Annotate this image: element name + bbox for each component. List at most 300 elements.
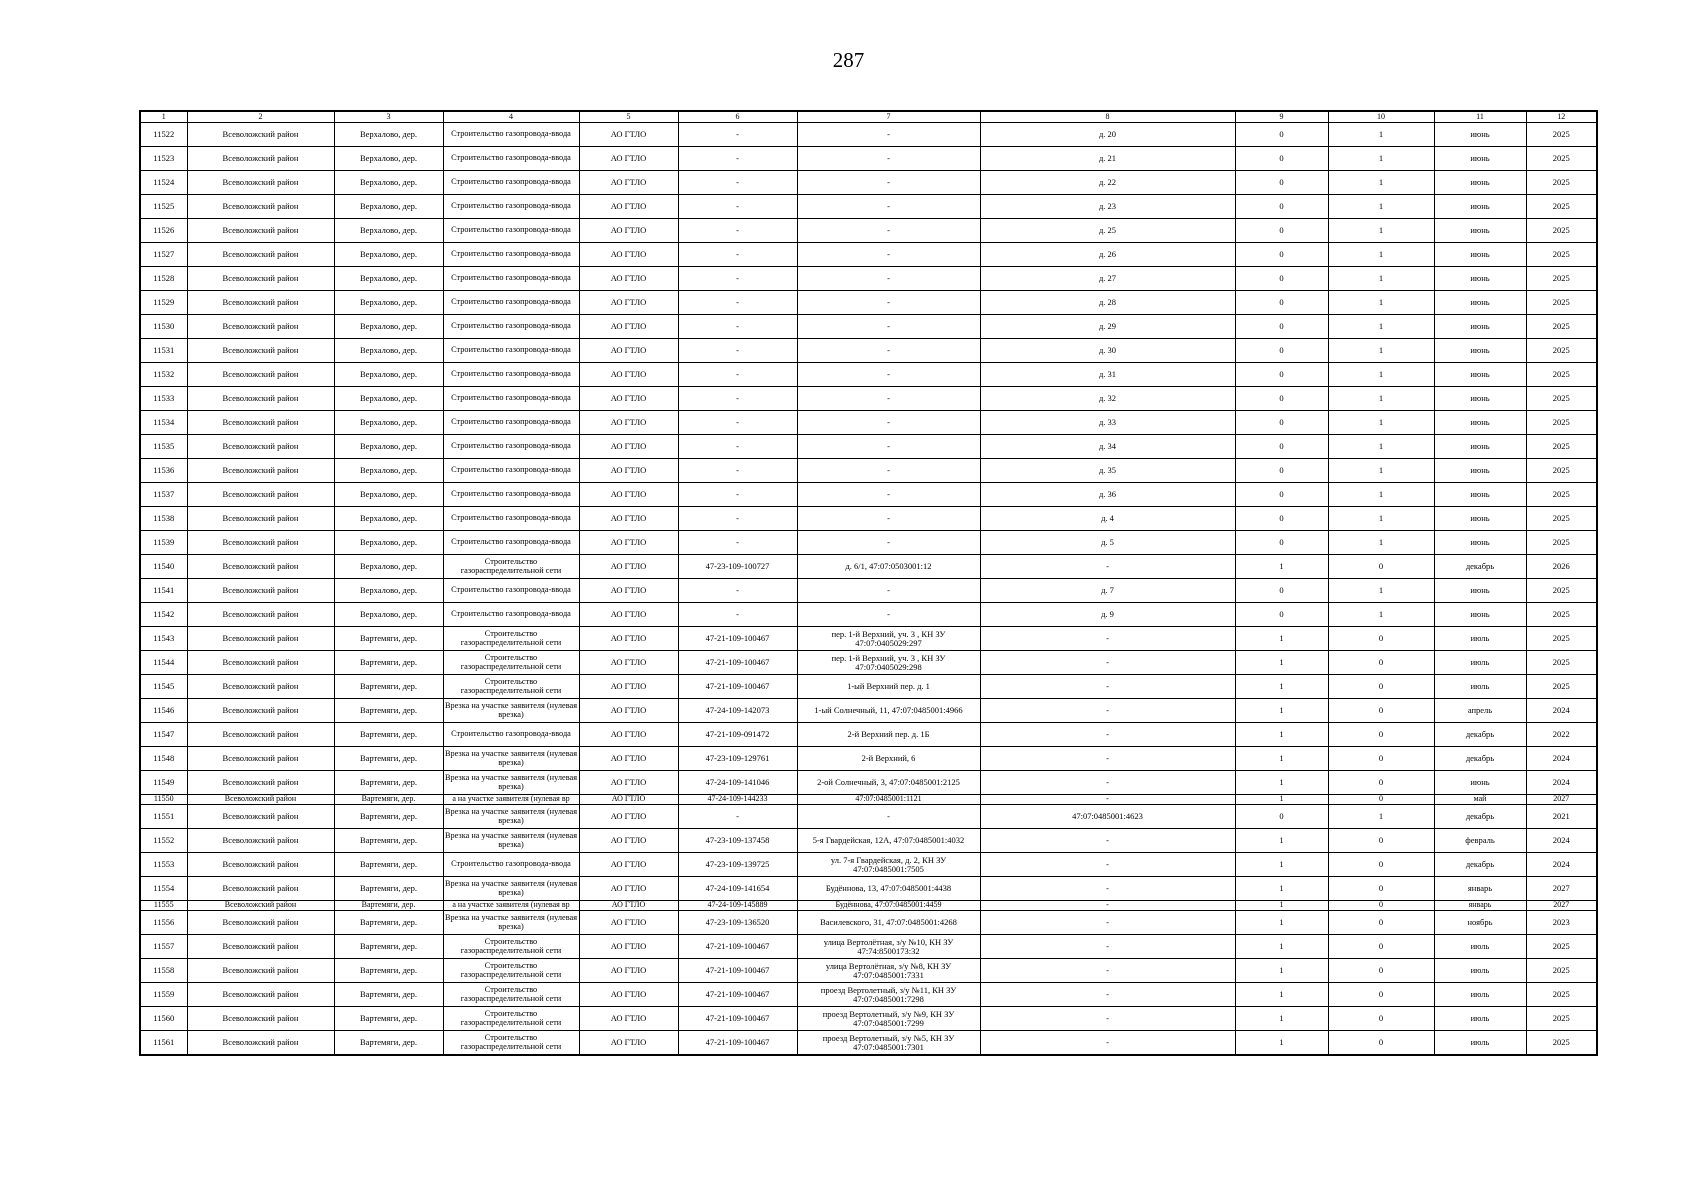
table-cell: АО ГТЛО	[579, 699, 678, 723]
table-cell: Всеволожский район	[187, 747, 334, 771]
table-cell: Верхалово, дер.	[334, 147, 443, 171]
table-row	[140, 901, 1597, 911]
table-cell: Всеволожский район	[187, 387, 334, 411]
table-cell: Всеволожский район	[187, 531, 334, 555]
table-cell: Вартемяги, дер.	[334, 723, 443, 747]
table-row	[140, 411, 1597, 435]
table-cell: Всеволожский район	[187, 911, 334, 935]
table-cell: Строительство газопровода-ввода	[443, 147, 579, 171]
table-cell: АО ГТЛО	[579, 579, 678, 603]
table-row	[140, 771, 1597, 795]
table-cell: 0	[1235, 219, 1328, 243]
table-cell: Всеволожский район	[187, 627, 334, 651]
table-cell: 11556	[140, 911, 187, 935]
table-cell: 47-21-109-100467	[678, 935, 797, 959]
table-cell: 2024	[1526, 853, 1597, 877]
table-row	[140, 315, 1597, 339]
table-cell: 2025	[1526, 483, 1597, 507]
table-cell: Верхалово, дер.	[334, 243, 443, 267]
table-cell: 0	[1235, 603, 1328, 627]
table-cell: -	[678, 531, 797, 555]
table-cell: Верхалово, дер.	[334, 555, 443, 579]
table-cell: Врезка на участке заявителя (нулевая врезка)	[443, 829, 579, 853]
table-cell: 11526	[140, 219, 187, 243]
header-cell: 9	[1235, 111, 1328, 123]
table-cell: Верхалово, дер.	[334, 291, 443, 315]
table-cell: 11531	[140, 339, 187, 363]
table-cell: Вартемяги, дер.	[334, 675, 443, 699]
table-cell: Вартемяги, дер.	[334, 853, 443, 877]
table-cell: 11546	[140, 699, 187, 723]
table-cell: 1	[1328, 339, 1434, 363]
table-cell: июнь	[1434, 315, 1526, 339]
table-cell: д. 29	[980, 315, 1235, 339]
table-cell: -	[797, 531, 980, 555]
table-cell: улица Вертолётная, з/у №10, КН ЗУ 47:74:8500173:32	[797, 935, 980, 959]
table-cell: 1	[1235, 723, 1328, 747]
table-cell: 1	[1235, 983, 1328, 1007]
table-cell: 0	[1235, 315, 1328, 339]
header-cell: 4	[443, 111, 579, 123]
table-cell: -	[678, 411, 797, 435]
table-cell: д. 26	[980, 243, 1235, 267]
table-cell: -	[678, 507, 797, 531]
table-cell: д. 9	[980, 603, 1235, 627]
table-cell: Всеволожский район	[187, 901, 334, 911]
table-cell: Верхалово, дер.	[334, 339, 443, 363]
table-cell: Врезка на участке заявителя (нулевая врезка)	[443, 699, 579, 723]
table-cell: -	[678, 579, 797, 603]
table-cell: декабрь	[1434, 723, 1526, 747]
table-row	[140, 147, 1597, 171]
table-cell: -	[980, 877, 1235, 901]
table-cell: 1	[1235, 699, 1328, 723]
table-cell: Всеволожский район	[187, 829, 334, 853]
table-cell: 47-23-109-129761	[678, 747, 797, 771]
table-cell: Строительство газопровода-ввода	[443, 853, 579, 877]
table-cell: -	[980, 723, 1235, 747]
header-cell: 6	[678, 111, 797, 123]
table-row	[140, 651, 1597, 675]
table-cell: 11523	[140, 147, 187, 171]
table-cell: Строительство газопровода-ввода	[443, 483, 579, 507]
table-cell: Строительство газораспределительной сети	[443, 1007, 579, 1031]
table-cell: Строительство газопровода-ввода	[443, 291, 579, 315]
table-cell: АО ГТЛО	[579, 675, 678, 699]
table-cell: -	[678, 435, 797, 459]
table-cell: 11533	[140, 387, 187, 411]
table-cell: -	[797, 315, 980, 339]
table-cell: Всеволожский район	[187, 483, 334, 507]
table-cell: АО ГТЛО	[579, 555, 678, 579]
table-cell: Строительство газораспределительной сети	[443, 935, 579, 959]
table-cell: 2025	[1526, 363, 1597, 387]
table-row	[140, 123, 1597, 147]
table-cell: -	[797, 459, 980, 483]
table-cell: июнь	[1434, 459, 1526, 483]
table-cell: Врезка на участке заявителя (нулевая врезка)	[443, 877, 579, 901]
table-cell: Всеволожский район	[187, 123, 334, 147]
table-cell: АО ГТЛО	[579, 243, 678, 267]
table-row	[140, 483, 1597, 507]
table-cell: Всеволожский район	[187, 1007, 334, 1031]
table-row	[140, 387, 1597, 411]
table-cell: АО ГТЛО	[579, 771, 678, 795]
table-cell: 2021	[1526, 805, 1597, 829]
table-cell: д. 34	[980, 435, 1235, 459]
table-cell: 0	[1235, 267, 1328, 291]
table-cell: Врезка на участке заявителя (нулевая врезка)	[443, 805, 579, 829]
table-cell: Строительство газопровода-ввода	[443, 579, 579, 603]
table-cell: июнь	[1434, 123, 1526, 147]
table-cell: д. 7	[980, 579, 1235, 603]
table-cell: а на участке заявителя (нулевая вр	[443, 901, 579, 911]
table-cell: АО ГТЛО	[579, 123, 678, 147]
table-cell: Всеволожский район	[187, 459, 334, 483]
table-cell: Строительство газопровода-ввода	[443, 435, 579, 459]
table-cell: -	[980, 983, 1235, 1007]
table-cell: 11551	[140, 805, 187, 829]
table-cell: Строительство газораспределительной сети	[443, 651, 579, 675]
table-cell: АО ГТЛО	[579, 507, 678, 531]
table-cell: 1	[1328, 805, 1434, 829]
table-cell: а на участке заявителя (нулевая вр	[443, 795, 579, 805]
table-row	[140, 853, 1597, 877]
table-cell: 1	[1235, 675, 1328, 699]
table-cell: Вартемяги, дер.	[334, 901, 443, 911]
table-row	[140, 603, 1597, 627]
table-cell: -	[678, 243, 797, 267]
table-cell: 2025	[1526, 123, 1597, 147]
table-cell: 11538	[140, 507, 187, 531]
table-cell: 0	[1235, 507, 1328, 531]
table-cell: д. 22	[980, 171, 1235, 195]
table-cell: Вартемяги, дер.	[334, 805, 443, 829]
table-cell: Вартемяги, дер.	[334, 1031, 443, 1056]
table-cell: 0	[1328, 651, 1434, 675]
table-cell: д. 33	[980, 411, 1235, 435]
table-cell: Всеволожский район	[187, 935, 334, 959]
table-cell: апрель	[1434, 699, 1526, 723]
table-cell: 11522	[140, 123, 187, 147]
table-cell: 47-23-109-136520	[678, 911, 797, 935]
table-cell: 2025	[1526, 935, 1597, 959]
table-cell: Всеволожский район	[187, 171, 334, 195]
table-cell: -	[678, 195, 797, 219]
table-cell: Строительство газораспределительной сети	[443, 555, 579, 579]
table-cell: 11544	[140, 651, 187, 675]
table-cell: Строительство газопровода-ввода	[443, 315, 579, 339]
table-cell: 2024	[1526, 747, 1597, 771]
table-cell: Строительство газопровода-ввода	[443, 723, 579, 747]
table-cell: 11539	[140, 531, 187, 555]
table-cell: июнь	[1434, 387, 1526, 411]
table-cell: 2025	[1526, 579, 1597, 603]
table-cell: -	[678, 483, 797, 507]
table-cell: Строительство газопровода-ввода	[443, 267, 579, 291]
table-cell: АО ГТЛО	[579, 627, 678, 651]
table-cell: июль	[1434, 1031, 1526, 1056]
table-cell: ул. 7-я Гвардейская, д. 2, КН ЗУ 47:07:0485001:7505	[797, 853, 980, 877]
table-cell: 11528	[140, 267, 187, 291]
table-cell: 0	[1328, 747, 1434, 771]
table-cell: Врезка на участке заявителя (нулевая врезка)	[443, 911, 579, 935]
table-cell: д. 30	[980, 339, 1235, 363]
table-cell: -	[980, 699, 1235, 723]
table-cell: Верхалово, дер.	[334, 387, 443, 411]
table-cell: 11541	[140, 579, 187, 603]
table-cell: АО ГТЛО	[579, 723, 678, 747]
table-cell: 11543	[140, 627, 187, 651]
table-cell: 2025	[1526, 651, 1597, 675]
table-row	[140, 291, 1597, 315]
table-cell: Верхалово, дер.	[334, 219, 443, 243]
table-cell: -	[797, 435, 980, 459]
table-cell: 1	[1328, 123, 1434, 147]
table-cell: 1	[1328, 507, 1434, 531]
table-cell: 1	[1328, 435, 1434, 459]
table-cell: -	[797, 123, 980, 147]
table-cell: АО ГТЛО	[579, 459, 678, 483]
table-cell: июль	[1434, 1007, 1526, 1031]
table-cell: АО ГТЛО	[579, 747, 678, 771]
table-cell: 2025	[1526, 1031, 1597, 1056]
table-cell: 2025	[1526, 387, 1597, 411]
table-cell: -	[678, 363, 797, 387]
table-cell: 11555	[140, 901, 187, 911]
table-cell: Верхалово, дер.	[334, 507, 443, 531]
table-cell: АО ГТЛО	[579, 651, 678, 675]
table-cell: Строительство газораспределительной сети	[443, 959, 579, 983]
table-cell: 1	[1235, 1007, 1328, 1031]
table-row	[140, 459, 1597, 483]
table-cell: 11548	[140, 747, 187, 771]
table-cell: АО ГТЛО	[579, 267, 678, 291]
table-row	[140, 1007, 1597, 1031]
table-cell: июль	[1434, 959, 1526, 983]
table-cell: -	[797, 411, 980, 435]
table-cell: Верхалово, дер.	[334, 483, 443, 507]
table-cell: 47-21-109-091472	[678, 723, 797, 747]
table-cell: АО ГТЛО	[579, 291, 678, 315]
table-cell: АО ГТЛО	[579, 339, 678, 363]
table-cell: АО ГТЛО	[579, 805, 678, 829]
table-cell: 11529	[140, 291, 187, 315]
table-cell: 2027	[1526, 901, 1597, 911]
table-cell: 11537	[140, 483, 187, 507]
table-cell: 11554	[140, 877, 187, 901]
table-cell: АО ГТЛО	[579, 1007, 678, 1031]
table-cell: д. 4	[980, 507, 1235, 531]
table-cell: АО ГТЛО	[579, 435, 678, 459]
table-cell: 0	[1328, 853, 1434, 877]
table-cell: 47-21-109-100467	[678, 627, 797, 651]
table-cell: 47-24-109-142073	[678, 699, 797, 723]
table-row	[140, 363, 1597, 387]
table-cell: Всеволожский район	[187, 651, 334, 675]
table-cell: 2025	[1526, 291, 1597, 315]
table-cell: 1	[1328, 387, 1434, 411]
table-cell: 1	[1328, 171, 1434, 195]
table-cell: 2025	[1526, 627, 1597, 651]
table-cell: Вартемяги, дер.	[334, 699, 443, 723]
table-cell: Верхалово, дер.	[334, 195, 443, 219]
table-cell: АО ГТЛО	[579, 983, 678, 1007]
table-cell: -	[678, 339, 797, 363]
table-cell: -	[678, 219, 797, 243]
table-row	[140, 699, 1597, 723]
table-cell: -	[678, 147, 797, 171]
table-cell: 0	[1328, 699, 1434, 723]
table-cell: 0	[1328, 1031, 1434, 1056]
table-cell: 47-21-109-100467	[678, 1031, 797, 1056]
table-cell: 2025	[1526, 983, 1597, 1007]
table-cell: проезд Вертолетный, з/у №5, КН ЗУ 47:07:0485001:7301	[797, 1031, 980, 1056]
table-cell: -	[797, 339, 980, 363]
table-cell: июль	[1434, 627, 1526, 651]
table-cell: 0	[1328, 877, 1434, 901]
table-cell: 2-й Верхний, 6	[797, 747, 980, 771]
table-cell: 11545	[140, 675, 187, 699]
table-cell: Всеволожский район	[187, 795, 334, 805]
table-cell: Вартемяги, дер.	[334, 627, 443, 651]
table-cell: -	[678, 387, 797, 411]
table-cell: Всеволожский район	[187, 699, 334, 723]
table-cell: 0	[1235, 363, 1328, 387]
table-cell: 0	[1235, 195, 1328, 219]
table-row	[140, 435, 1597, 459]
table-cell: июнь	[1434, 507, 1526, 531]
table-row	[140, 339, 1597, 363]
table-row	[140, 723, 1597, 747]
table-cell: -	[678, 603, 797, 627]
table-cell: июнь	[1434, 411, 1526, 435]
table-cell: 0	[1328, 935, 1434, 959]
table-cell: Строительство газопровода-ввода	[443, 603, 579, 627]
table-cell: -	[980, 771, 1235, 795]
table-cell: 1	[1328, 459, 1434, 483]
table-cell: 1-ый Верхний пер. д. 1	[797, 675, 980, 699]
table-cell: 5-я Гвардейская, 12А, 47:07:0485001:4032	[797, 829, 980, 853]
table-cell: 0	[1235, 411, 1328, 435]
table-cell: Вартемяги, дер.	[334, 911, 443, 935]
table-cell: Вартемяги, дер.	[334, 829, 443, 853]
table-cell: 1	[1235, 935, 1328, 959]
table-cell: Всеволожский район	[187, 603, 334, 627]
table-cell: АО ГТЛО	[579, 147, 678, 171]
table-cell: 11552	[140, 829, 187, 853]
table-cell: 2025	[1526, 459, 1597, 483]
table-cell: Верхалово, дер.	[334, 531, 443, 555]
header-cell: 11	[1434, 111, 1526, 123]
table-row	[140, 579, 1597, 603]
header-cell: 3	[334, 111, 443, 123]
table-cell: Всеволожский район	[187, 411, 334, 435]
table-cell: 2025	[1526, 531, 1597, 555]
table-cell: -	[797, 195, 980, 219]
table-cell: 0	[1235, 387, 1328, 411]
table-cell: январь	[1434, 877, 1526, 901]
table-cell: Строительство газопровода-ввода	[443, 507, 579, 531]
table-cell: Всеволожский район	[187, 315, 334, 339]
page-number: 287	[832, 48, 865, 72]
table-cell: июль	[1434, 983, 1526, 1007]
table-cell: -	[980, 901, 1235, 911]
table-cell: 11553	[140, 853, 187, 877]
table-cell: 2025	[1526, 411, 1597, 435]
table-cell: 0	[1235, 291, 1328, 315]
table-cell: июнь	[1434, 531, 1526, 555]
table-cell: Всеволожский район	[187, 853, 334, 877]
table-row	[140, 243, 1597, 267]
table-cell: Строительство газопровода-ввода	[443, 459, 579, 483]
table-row	[140, 983, 1597, 1007]
table-row	[140, 267, 1597, 291]
table-cell: д. 27	[980, 267, 1235, 291]
table-cell: -	[980, 747, 1235, 771]
table-cell: Вартемяги, дер.	[334, 1007, 443, 1031]
table-cell: 2025	[1526, 219, 1597, 243]
table-cell: Всеволожский район	[187, 339, 334, 363]
header-cell: 8	[980, 111, 1235, 123]
table-cell: июнь	[1434, 771, 1526, 795]
table-cell: 11535	[140, 435, 187, 459]
table-cell: д. 20	[980, 123, 1235, 147]
table-cell: 1	[1235, 901, 1328, 911]
table-row	[140, 747, 1597, 771]
header-cell: 2	[187, 111, 334, 123]
table-cell: Всеволожский район	[187, 195, 334, 219]
table-cell: АО ГТЛО	[579, 603, 678, 627]
table-cell: Всеволожский район	[187, 435, 334, 459]
table-cell: Строительство газопровода-ввода	[443, 123, 579, 147]
table-cell: АО ГТЛО	[579, 853, 678, 877]
table-cell: -	[980, 1031, 1235, 1056]
table-cell: -	[797, 363, 980, 387]
table-cell: Верхалово, дер.	[334, 123, 443, 147]
table-cell: 11560	[140, 1007, 187, 1031]
table-cell: 0	[1328, 795, 1434, 805]
table-cell: 1	[1235, 829, 1328, 853]
table-cell: -	[797, 579, 980, 603]
table-cell: Всеволожский район	[187, 219, 334, 243]
table-cell: декабрь	[1434, 853, 1526, 877]
table-cell: Вартемяги, дер.	[334, 959, 443, 983]
table-cell: 0	[1235, 579, 1328, 603]
table-cell: АО ГТЛО	[579, 911, 678, 935]
table-cell: 2025	[1526, 267, 1597, 291]
table-cell: 0	[1328, 555, 1434, 579]
table-cell: июль	[1434, 935, 1526, 959]
table-cell: июль	[1434, 651, 1526, 675]
table-cell: Верхалово, дер.	[334, 315, 443, 339]
table-cell: Строительство газопровода-ввода	[443, 411, 579, 435]
table-cell: 11542	[140, 603, 187, 627]
table-cell: 2-й Верхний пер. д. 1Б	[797, 723, 980, 747]
table-cell: -	[678, 171, 797, 195]
table-cell: 11550	[140, 795, 187, 805]
table-cell: проезд Вертолетный, з/у №11, КН ЗУ 47:07:0485001:7298	[797, 983, 980, 1007]
table-cell: 47-23-109-137458	[678, 829, 797, 853]
table-cell: 1-ый Солнечный, 11, 47:07:0485001:4966	[797, 699, 980, 723]
table-cell: Строительство газопровода-ввода	[443, 363, 579, 387]
table-cell: 1	[1235, 795, 1328, 805]
table-cell: Всеволожский район	[187, 507, 334, 531]
table-cell: июнь	[1434, 219, 1526, 243]
table-cell: АО ГТЛО	[579, 1031, 678, 1056]
table-cell: июнь	[1434, 195, 1526, 219]
header-cell: 5	[579, 111, 678, 123]
